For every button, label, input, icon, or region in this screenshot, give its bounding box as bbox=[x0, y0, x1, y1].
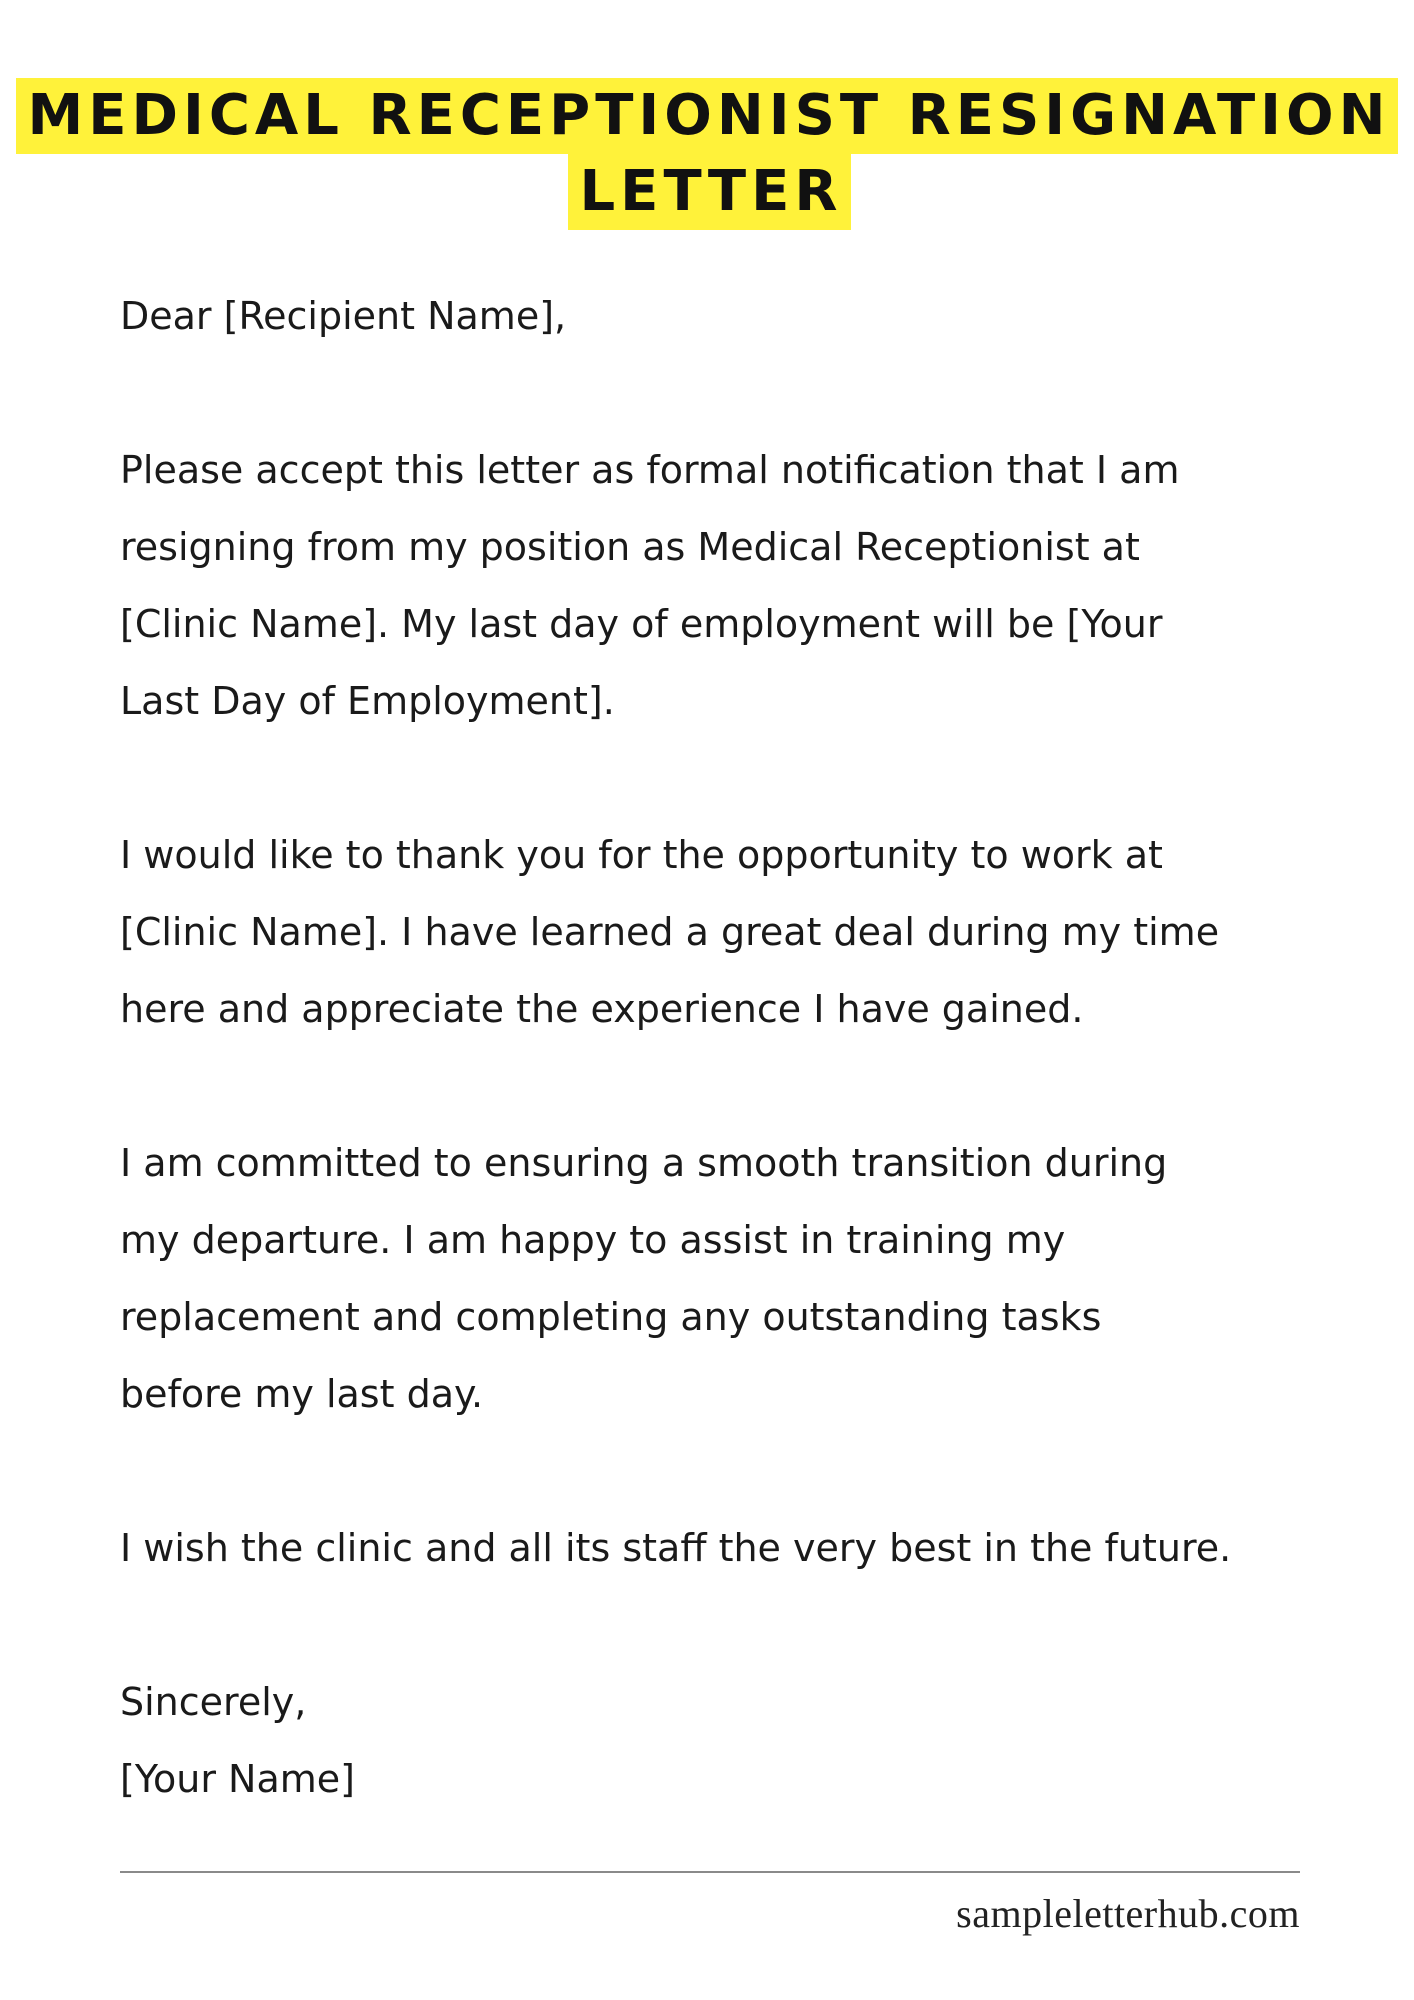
letter-body bbox=[120, 278, 1360, 1818]
paragraph-line: resigning from my position as Medical Receptionist at bbox=[120, 525, 1140, 569]
salutation: Dear [Recipient Name], bbox=[120, 294, 567, 338]
signature-placeholder: [Your Name] bbox=[120, 1757, 355, 1801]
title-line-2: LETTER bbox=[568, 154, 851, 230]
paragraph-line: here and appreciate the experience I have gained. bbox=[120, 987, 1084, 1031]
paragraph-line: before my last day. bbox=[120, 1372, 484, 1416]
paragraph-line: I would like to thank you for the opportunity to work at bbox=[120, 833, 1163, 877]
title-line-1: MEDICAL RECEPTIONIST RESIGNATION bbox=[16, 78, 1399, 154]
footer-divider bbox=[120, 1871, 1300, 1873]
paragraph-transition bbox=[120, 1125, 1360, 1433]
paragraph-line: I am committed to ensuring a smooth transition during bbox=[120, 1141, 1168, 1185]
paragraph-line: Last Day of Employment]. bbox=[120, 679, 615, 723]
paragraph-line: Please accept this letter as formal notification that I am bbox=[120, 448, 1180, 492]
page-title bbox=[0, 78, 1414, 230]
closing: Sincerely, bbox=[120, 1680, 307, 1724]
footer-website: sampleletterhub.com bbox=[956, 1891, 1300, 1936]
paragraph-line: I wish the clinic and all its staff the very best in the future. bbox=[120, 1526, 1232, 1570]
paragraph-line: my departure. I am happy to assist in training my bbox=[120, 1218, 1066, 1262]
paragraph-line: [Clinic Name]. I have learned a great deal during my time bbox=[120, 910, 1220, 954]
paragraph-line: replacement and completing any outstanding tasks bbox=[120, 1295, 1102, 1339]
paragraph-wishes bbox=[120, 1510, 1360, 1587]
paragraph-notification bbox=[120, 432, 1360, 740]
paragraph-line: [Clinic Name]. My last day of employment will be [Your bbox=[120, 602, 1163, 646]
paragraph-thanks bbox=[120, 817, 1360, 1048]
